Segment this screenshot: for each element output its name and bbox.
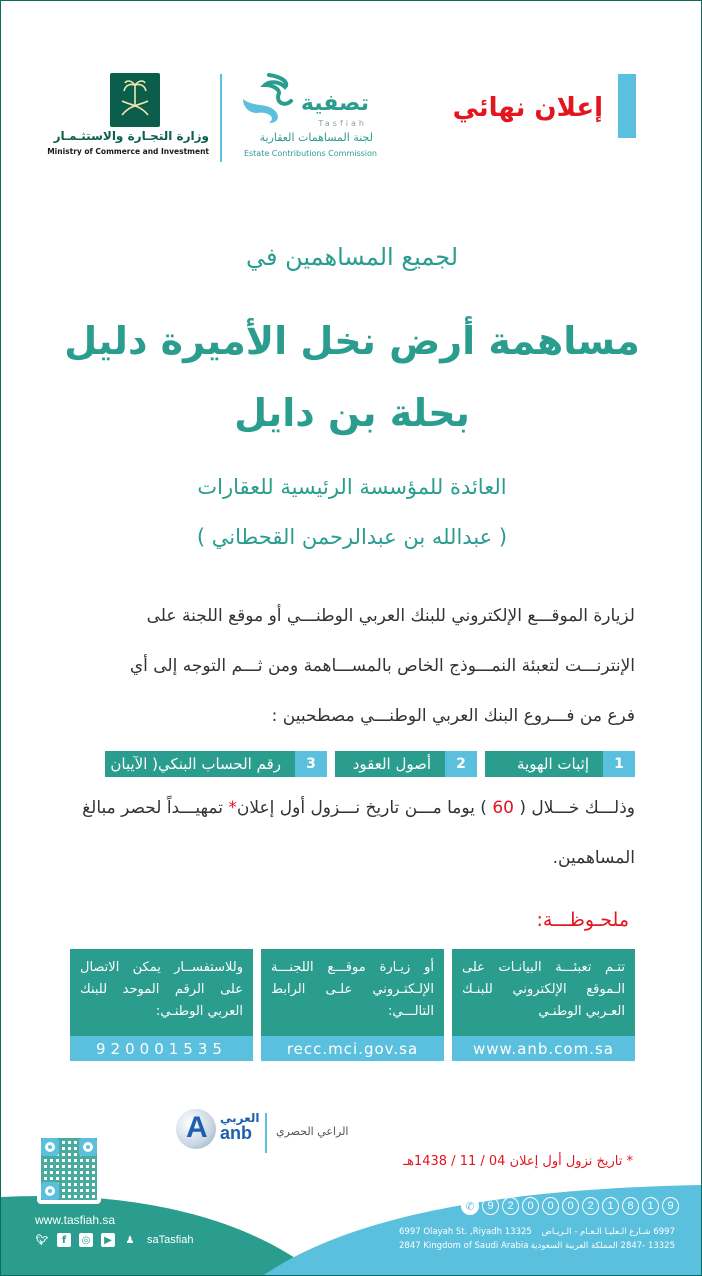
qr-eye-icon: [79, 1138, 97, 1156]
phone-digit: 0: [562, 1197, 579, 1215]
owner-line: العائدة للمؤسسة الرئيسية للعقارات: [197, 475, 507, 499]
phone-icon: ✆: [461, 1197, 479, 1215]
qr-code[interactable]: [37, 1134, 101, 1204]
body-line-1: لزيارة الموقـــع الإلكتروني للبنك العربي الوطنـــي أو موقع اللجنة على: [146, 606, 635, 626]
tasfiah-swoosh-icon: [239, 73, 299, 125]
announcement-accent-bar: [618, 74, 636, 138]
body-line-4-prefix: وذلـــك خـــلال (: [519, 798, 635, 818]
body-line-2: الإنترنـــت لتعبئة النمـــوذج الخاص بالمســـاهمة ومن ثـــم التوجه إلى أي: [129, 656, 635, 676]
asterisk-mark: *: [228, 798, 237, 818]
phone-digit: 9: [662, 1197, 679, 1215]
address-ar-line1: 6997 شـارع الـعليـا الـعـام - الـريـاض: [541, 1227, 675, 1237]
phone-digit: 8: [622, 1197, 639, 1215]
note-title: ملحـوظـــة:: [536, 909, 629, 931]
announcement-label: إعلان نهائي: [452, 93, 603, 123]
social-handle: saTasfiah: [147, 1234, 194, 1246]
audience-heading: لجميع المساهمين في: [245, 243, 459, 271]
phone-digit: 0: [542, 1197, 559, 1215]
committee-name-en: Estate Contributions Commission: [243, 149, 377, 158]
step-number: 2: [445, 751, 477, 777]
note-box-committee-website: [261, 949, 444, 1061]
step-label: أصول العقود: [335, 751, 445, 777]
step-number: 1: [603, 751, 635, 777]
sponsor-label: الراعي الحصري: [276, 1125, 349, 1138]
note-text: وللاستفســار يمكن الاتصال على الرقم الموحد للبنك العربي الوطنـي:: [70, 949, 253, 1036]
phone-digit: 1: [602, 1197, 619, 1215]
body-line-5: المساهمين.: [552, 848, 635, 868]
note-text: تتـم تعبئـــة البيانـات على الـموقع الإلكتروني للبنـك العـربي الوطنـي: [452, 949, 635, 1036]
phone-digit: 2: [582, 1197, 599, 1215]
first-announcement-date: * تاريخ نزول أول إعلان 04 / 11 / 1438هـ: [403, 1154, 633, 1169]
qr-eye-icon: [41, 1138, 59, 1156]
required-documents: [69, 751, 635, 777]
sponsor-block: [176, 1107, 376, 1157]
note-box-phone: [70, 949, 253, 1061]
facebook-icon[interactable]: f: [57, 1233, 71, 1247]
anb-logo-icon: A: [176, 1109, 216, 1149]
note-box-anb-website: [452, 949, 635, 1061]
instagram-icon[interactable]: ◎: [79, 1233, 93, 1247]
body-line-4-mid: ) يوما مـــن تاريخ نـــزول أول إعلان: [236, 798, 487, 818]
phone-digit: 0: [522, 1197, 539, 1215]
unified-phone-number[interactable]: [461, 1197, 679, 1215]
step-item: [335, 751, 477, 777]
qr-eye-icon: [41, 1182, 59, 1200]
tasfiah-website[interactable]: www.tasfiah.sa: [35, 1213, 116, 1227]
tasfiah-latin: Tasfiah: [318, 119, 367, 128]
bank-phone-number[interactable]: 920001535: [70, 1036, 253, 1061]
anb-name-en: anb: [220, 1123, 253, 1143]
youtube-icon[interactable]: ▶: [101, 1233, 115, 1247]
owner-name: ( عبدالله بن عبدالرحمن القحطاني ): [196, 525, 508, 549]
days-count: 60: [486, 798, 520, 818]
note-text: أو زيـارة موقـــع اللجنـــة الإلـكتـروني علـى الرابط التالـــي:: [261, 949, 444, 1036]
anb-website-link[interactable]: www.anb.com.sa: [452, 1036, 635, 1061]
address-en-line1: 6997 Olayah St. ,Riyadh 13325: [399, 1227, 532, 1237]
twitter-icon[interactable]: 🐦︎: [35, 1234, 49, 1246]
body-line-4-suffix: تمهيـــداً لحصر مبالغ: [82, 798, 229, 818]
step-label: رقم الحساب البنكي( الآيبان ): [105, 751, 295, 777]
sponsor-divider: [265, 1113, 267, 1153]
step-label: إثبات الهوية: [485, 751, 603, 777]
anb-name-ar: العربي: [220, 1111, 260, 1125]
body-line-4: [65, 798, 635, 818]
tasfiah-logo: [233, 73, 383, 165]
ministry-logo: [47, 73, 211, 165]
logo-divider: [220, 74, 222, 162]
note-boxes: [69, 949, 635, 1061]
step-item: [99, 751, 327, 777]
snapchat-icon[interactable]: ♟: [125, 1234, 135, 1246]
saudi-emblem-icon: [110, 73, 160, 127]
address-ar-line2: 13325 -2847 المملكة العربية السعودية: [530, 1241, 675, 1251]
contribution-title-line1: مساهمة أرض نخل الأميرة دليل: [64, 319, 640, 363]
body-line-3: فرع من فـــروع البنك العربي الوطنـــي مصطحبين :: [271, 706, 635, 726]
step-item: [485, 751, 635, 777]
address-en-line2: 2847 Kingdom of Saudi Arabia: [399, 1241, 529, 1251]
phone-digit: 9: [482, 1197, 499, 1215]
ministry-name-en: Ministry of Commerce and Investment: [47, 147, 209, 156]
ministry-name-ar: وزارة التجـارة والاستثـمـار: [53, 129, 209, 143]
phone-digit: 2: [502, 1197, 519, 1215]
contribution-title-line2: بحلة بن دايل: [234, 391, 470, 435]
step-number: 3: [295, 751, 327, 777]
tasfiah-wordmark: تصفية: [300, 91, 369, 116]
social-links: [35, 1233, 193, 1247]
phone-digit: 1: [642, 1197, 659, 1215]
committee-name-ar: لجنة المساهمات العقارية: [259, 131, 373, 144]
committee-website-link[interactable]: recc.mci.gov.sa: [261, 1036, 444, 1061]
